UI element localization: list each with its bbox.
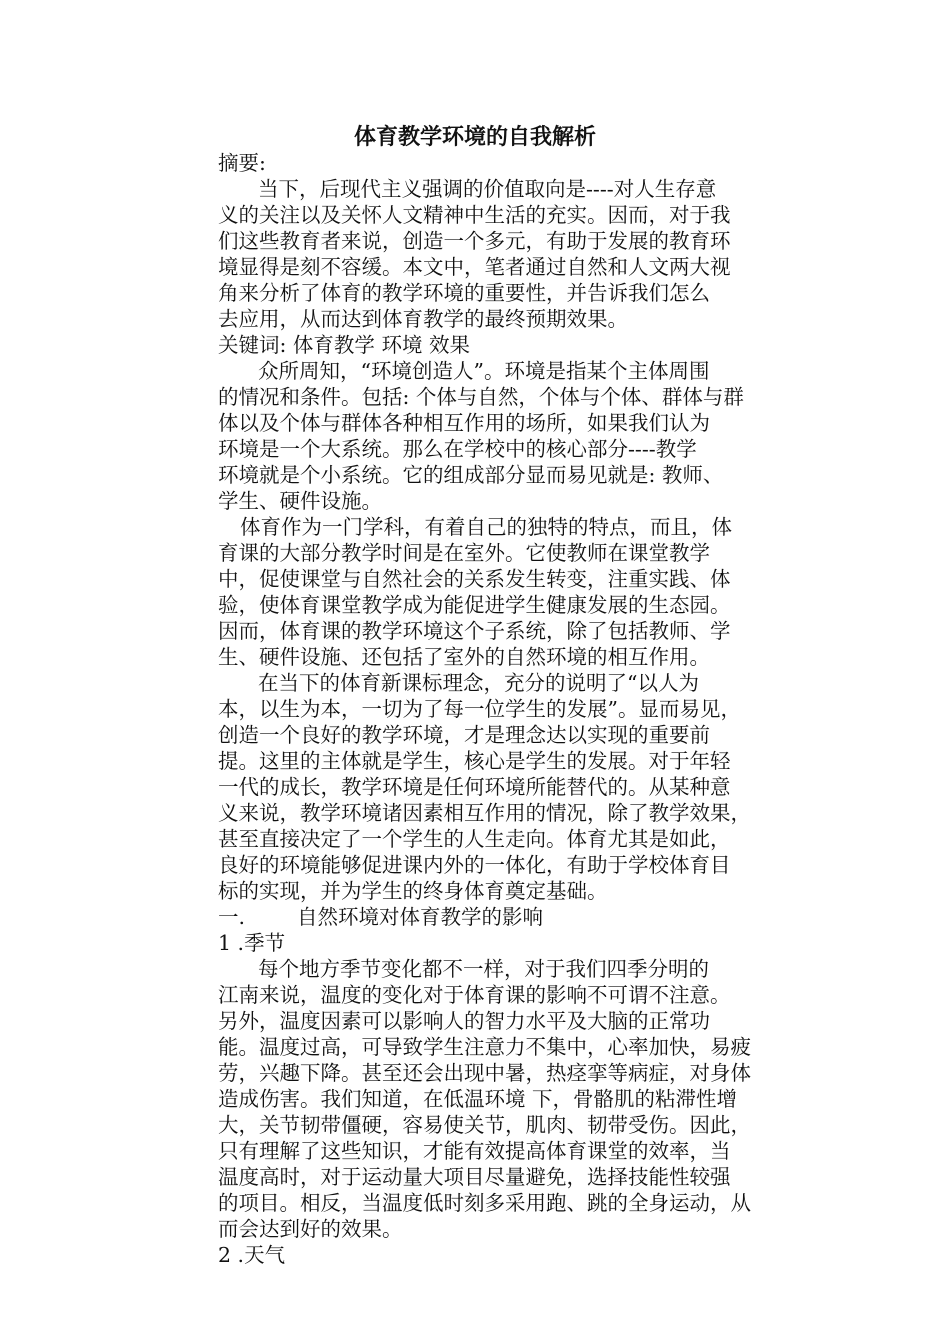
paragraph-line: 育课的大部分教学时间是在室外。它使教师在课堂教学 xyxy=(218,541,710,565)
document-title: 体育教学环境的自我解析 xyxy=(353,124,596,150)
subsection-heading: 1 .季节 xyxy=(218,931,286,955)
paragraph-line: 一代的成长，教学环境是任何环境所能替代的。从某种意 xyxy=(218,775,731,799)
paragraph-line: 学生、硬件设施。 xyxy=(218,489,382,513)
abstract-label: 摘要: xyxy=(218,151,266,175)
paragraph-line: 只有理解了这些知识，才能有效提高体育课堂的效率，当 xyxy=(218,1139,731,1163)
paragraph-line: 而会达到好的效果。 xyxy=(218,1217,403,1241)
section-number: 一. xyxy=(218,905,246,929)
paragraph-line: 提。这里的主体就是学生，核心是学生的发展。对于年轻 xyxy=(218,749,731,773)
paragraph-line: 劳，兴趣下降。甚至还会出现中暑，热痉挛等病症，对身体 xyxy=(218,1061,751,1085)
document-body xyxy=(218,150,766,1268)
keywords-line: 关键词: 体育教学 环境 效果 xyxy=(218,333,470,357)
paragraph-line: 创造一个良好的教学环境，才是理念达以实现的重要前 xyxy=(218,723,710,747)
paragraph-line: 环境是一个大系统。那么在学校中的核心部分----教学 xyxy=(218,437,697,461)
paragraph-line: 生、硬件设施、还包括了室外的自然环境的相互作用。 xyxy=(218,645,710,669)
section-heading xyxy=(218,904,766,930)
subsection-heading: 2 .天气 xyxy=(218,1243,286,1267)
paragraph-line: 大，关节韧带僵硬，容易使关节，肌肉、韧带受伤。因此， xyxy=(218,1113,751,1137)
paragraph-line: 造成伤害。我们知道，在低温环境 下，骨骼肌的粘滞性增 xyxy=(218,1087,738,1111)
paragraph-line: 能。温度过高，可导致学生注意力不集中，心率加快，易疲 xyxy=(218,1035,751,1059)
abstract-line: 义的关注以及关怀人文精神中生活的充实。因而，对于我 xyxy=(218,203,731,227)
paragraph-line: 在当下的体育新课标理念，充分的说明了“以人为 xyxy=(258,671,699,695)
paragraph-line: 另外，温度因素可以影响人的智力水平及大脑的正常功 xyxy=(218,1009,710,1033)
paragraph-line: 体育作为一门学科，有着自己的独特的特点，而且，体 xyxy=(240,515,732,539)
paragraph-line: 温度高时，对于运动量大项目尽量避免，选择技能性较强 xyxy=(218,1165,731,1189)
paragraph-line: 良好的环境能够促进课内外的一体化，有助于学校体育目 xyxy=(218,853,731,877)
paragraph-line: 的项目。相反，当温度低时刻多采用跑、跳的全身运动，从 xyxy=(218,1191,751,1215)
abstract-line: 们这些教育者来说，创造一个多元，有助于发展的教育环 xyxy=(218,229,731,253)
abstract-line: 境显得是刻不容缓。本文中，笔者通过自然和人文两大视 xyxy=(218,255,731,279)
section-title: 自然环境对体育教学的影响 xyxy=(297,905,544,929)
paragraph-line: 中，促使课堂与自然社会的关系发生转变，注重实践、体 xyxy=(218,567,731,591)
paragraph-line: 众所周知，“环境创造人”。环境是指某个主体周围 xyxy=(258,359,710,383)
paragraph-line: 的情况和条件。包括: 个体与自然，个体与个体、群体与群 xyxy=(218,385,744,409)
paragraph-line: 本，以生为本，一切为了每一位学生的发展”。显而易见， xyxy=(218,697,741,721)
abstract-line: 角来分析了体育的教学环境的重要性，并告诉我们怎么 xyxy=(218,281,710,305)
paragraph-line: 江南来说，温度的变化对于体育课的影响不可谓不注意。 xyxy=(218,983,731,1007)
paragraph-line: 验，使体育课堂教学成为能促进学生健康发展的生态园。 xyxy=(218,593,731,617)
paragraph-line: 甚至直接决定了一个学生的人生走向。体育尤其是如此， xyxy=(218,827,731,851)
paragraph-line: 因而，体育课的教学环境这个子系统，除了包括教师、学 xyxy=(218,619,731,643)
paragraph-line: 环境就是个小系统。它的组成部分显而易见就是: 教师、 xyxy=(218,463,724,487)
paragraph-line: 每个地方季节变化都不一样，对于我们四季分明的 xyxy=(258,957,709,981)
paragraph-line: 体以及个体与群体各种相互作用的场所，如果我们认为 xyxy=(218,411,710,435)
paragraph-line: 标的实现，并为学生的终身体育奠定基础。 xyxy=(218,879,608,903)
abstract-line: 去应用，从而达到体育教学的最终预期效果。 xyxy=(218,307,628,331)
paragraph-line: 义来说，教学环境诸因素相互作用的情况，除了教学效果， xyxy=(218,801,751,825)
abstract-line: 当下，后现代主义强调的价值取向是----对人生存意 xyxy=(258,177,717,201)
